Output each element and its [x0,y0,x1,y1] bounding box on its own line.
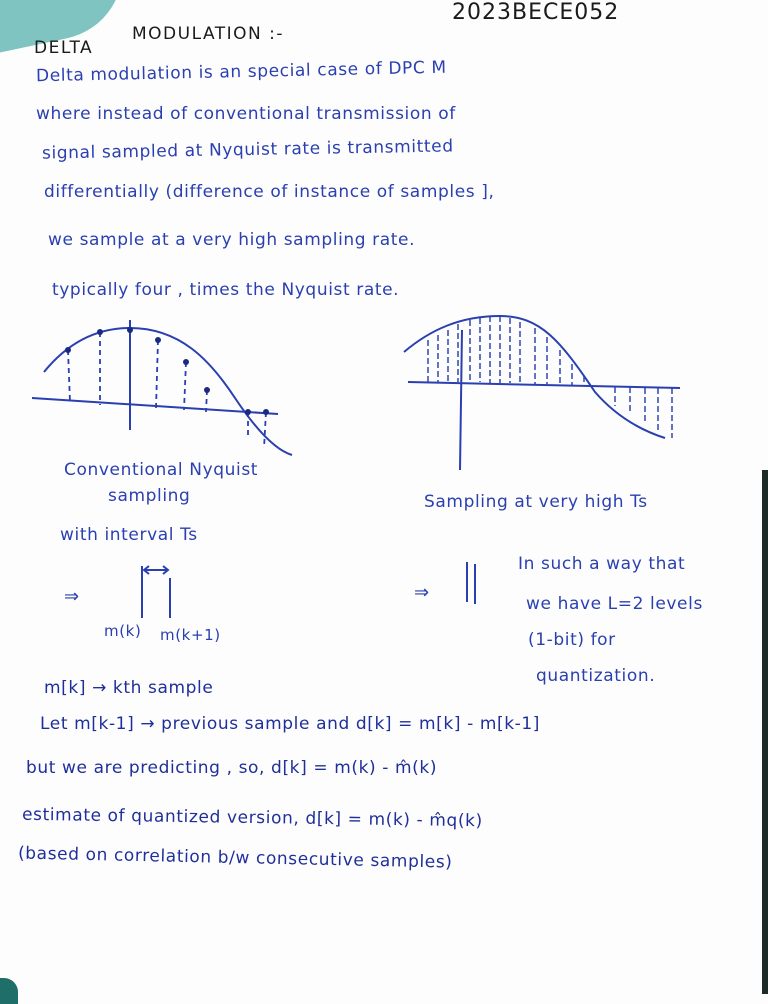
left-implies-arrow: ⇒ [64,586,80,607]
left-caption-line-1: Conventional Nyquist [64,460,259,480]
equation-line-2: Let m[k-1] → previous sample and d[k] = m[k] - m[k-1] [40,714,541,734]
intro-line-3: signal sampled at Nyquist rate is transmitted [41,136,454,164]
background-corner-bottom-left [0,978,18,1004]
right-note-line-4: quantization. [536,666,656,686]
dense-samples-diagram [462,558,482,608]
right-note-line-3: (1-bit) for [528,630,616,650]
roll-number: 2023BECE052 [452,0,620,25]
right-implies-arrow: ⇒ [414,582,430,603]
nyquist-sampling-diagram [30,310,330,460]
intro-line-6: typically four , times the Nyquist rate. [52,280,400,300]
intro-line-2: where instead of conventional transmission of [36,104,456,124]
left-caption-line-3: with interval Ts [60,525,198,545]
equation-line-5: (based on correlation b/w consecutive samples) [17,843,453,873]
right-caption: Sampling at very high Ts [424,492,648,512]
equation-line-1: m[k] → kth sample [44,678,214,698]
sample-interval-diagram [130,562,190,622]
page-title-part2: MODULATION :- [132,24,285,44]
page-title-part1: DELTA [34,38,94,58]
page-edge-shadow [762,470,768,994]
equation-line-3: but we are predicting , so, d[k] = m(k) - m̂(k) [26,758,438,778]
right-note-line-2: we have L=2 levels [526,594,703,614]
sample-label-mk1: m(k+1) [160,626,221,644]
intro-line-5: we sample at a very high sampling rate. [48,230,416,250]
high-rate-sampling-diagram [400,310,700,470]
right-note-line-1: In such a way that [518,554,686,574]
sample-label-mk: m(k) [104,622,142,640]
intro-line-4: differentially (difference of instance of samples ], [44,182,495,202]
left-caption-line-2: sampling [108,486,191,506]
equation-line-4: estimate of quantized version, d[k] = m(k) - m̂q(k) [21,804,483,832]
intro-line-1: Delta modulation is an special case of DPC M [35,57,447,87]
